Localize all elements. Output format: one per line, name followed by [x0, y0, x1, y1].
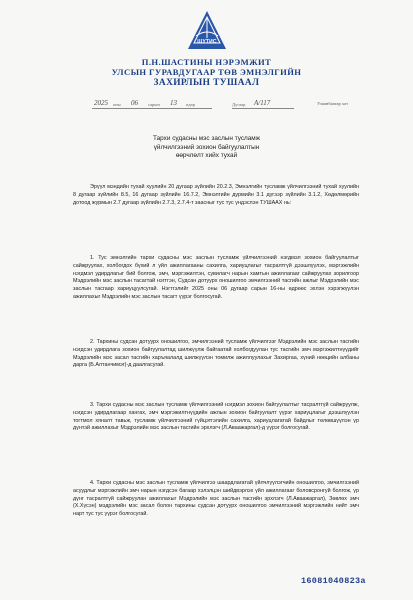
date-field: [92, 101, 212, 109]
org-name-line1: П.Н.ШАСТИНЫ НЭРЭМЖИТ: [141, 57, 272, 67]
logo-caption: ШУТИС: [197, 39, 217, 45]
number-label: Дугаар: [232, 102, 246, 107]
day-handwritten: 13: [170, 99, 177, 107]
order-item-4: 4. Тархи судасны мэс заслын тусламж үйлчилгээ шаардлагатай үйлчлүүлэгчийн оношилгоо, эмчилгээний асуудлыг мэргэжлийн эмч нарын нэгдсэн багаар хэлэлцэн шийдвэрлэх үйл ажиллагааг боловсронгуй болгож, үр дүнг тасралтгүй сайжруулан ажиллахыг Мэдрэлийн мэс заслын тасгийн эрхлэгч (Л.Аваажаргал), Зөвлөх эмч (Х.Хүсэн) мэдрэлийн мэс засал болон тархины судсан дотуурх оношилгоо эмчилгээний мэргэжлийн нийт эмч нарт тус тус үүрэг болгосугай.: [73, 480, 359, 518]
month-handwritten: 06: [131, 99, 138, 107]
document-type: ЗАХИРЛЫН ТУШААЛ: [153, 78, 260, 88]
place-label: Улаанбаатар хот: [317, 101, 349, 106]
order-item-2: 2. Тархины судсан дотуурх оношилгоо, эмчилгээний тусламж үйлчилгээг Мэдрэлийн мэс заслын тасгийн нэгдсэн удирдлага зохион байгуулалтад шилжүүлж байгаатай холбогдуулан тус тасгийн эмч мэргэжилтнүүдийг Мэдрэлийн мэс засал тасгийн харъяалалд шилжүүлэн томилж ажиллуулахыг Захиргаа, хүний нөөцийн албаны дарга (Б.Алтанчимэг)-д даалгасугай.: [73, 339, 359, 369]
year-handwritten: 2025: [94, 99, 108, 107]
registration-stamp-number: 16081040823а: [301, 576, 366, 586]
subject-line1: Тархи судасны мэс заслын тусламж: [153, 135, 260, 142]
subject-line2: үйлчилгээний зохион байгуулалтын: [153, 143, 260, 151]
intro-paragraph: Эрүүл мэндийн тухай хуулийн 20 дугаар зүйлийн 20.2.3, Эмнэлгийн тусламж үйлчилгээний тухай хуулийн 8 дугаар зүйлийн 8.5, 16 дугаар зүйлийн 16.7.2, Эмнэлгийн дүрмийн 3.1 дүгээр зүйлийн 3.1.2, Хөдөлмөрийн дотоод журмын 2.7 дугаар зүйлийн 2.7.3, 2.7.4-т заасныг тус тус үндэслэн ТУШААХ нь:: [73, 184, 359, 206]
year-suffix: оны: [113, 102, 121, 107]
subject-line3: өөрчлөлт хийх тухай: [175, 152, 238, 159]
order-item-1: 1. Тус эмнэлгийн тархи судасны мэс заслын тусламж үйлчилгээний нэгдмэл зохион байгуулалтыг сайжруулах, холбогдох бүхий л үйл ажиллагааны сахилга, хариуцлагыг тасралтгүй дээшлүүлэх, мэргэжлийн нэгдмэл удирдлагыг бий болгож, эмч, мэргэжилтэн, сувилагч нарын хамтын ажиллагааг сайжруулах зорилгоор Мэдрэлийн мэс заслын тасагтай нэгтгэн, Судсан дотуурх оношилгоо эмчилгээний тасгийн ажлыг Мэдрэлийн мэс заслын тасгаар хариуцуулсугай. Нэгтгэлийг 2025 оны 06 дугаар сарын 16-ны өдрөөс эхлэн хэрэгжүүлэн ажиллахыг Мэдрэлийн мэс заслын тасагт үүрэг болгосугай.: [73, 255, 359, 300]
number-field: [232, 101, 294, 109]
number-handwritten: А/117: [254, 99, 271, 107]
order-item-3: 3. Тархи судасны мэс заслын тусламж үйлчилгээний нэгдмэл зохион байгуулалтыг тасралтгүй сайжруулж, нэгдсэн удирдлагаар хангах, эмч мэргэжилтнүүдийн ажлын зохион байгуулалт үүрэг хариуцлагыг дээшлүүлэн тогтмол хяналт тавьж, тусламж үйлчилгээний гүйцэтгэлийн сахилга, хариуцлагатай байдлыг төлөвшүүлэн үр дүнтэй ажиллахыг Мэдрэлийн мэс заслын тасгийн эрхлэгч (Л.Аваажаргал)-д үүрэг болгосугай.: [73, 402, 359, 432]
month-suffix: сарын: [148, 102, 160, 107]
org-name-line2: УЛСЫН ГУРАВДУГААР ТӨВ ЭМНЭЛГИЙН: [111, 67, 302, 77]
day-suffix: өдөр: [186, 102, 196, 107]
